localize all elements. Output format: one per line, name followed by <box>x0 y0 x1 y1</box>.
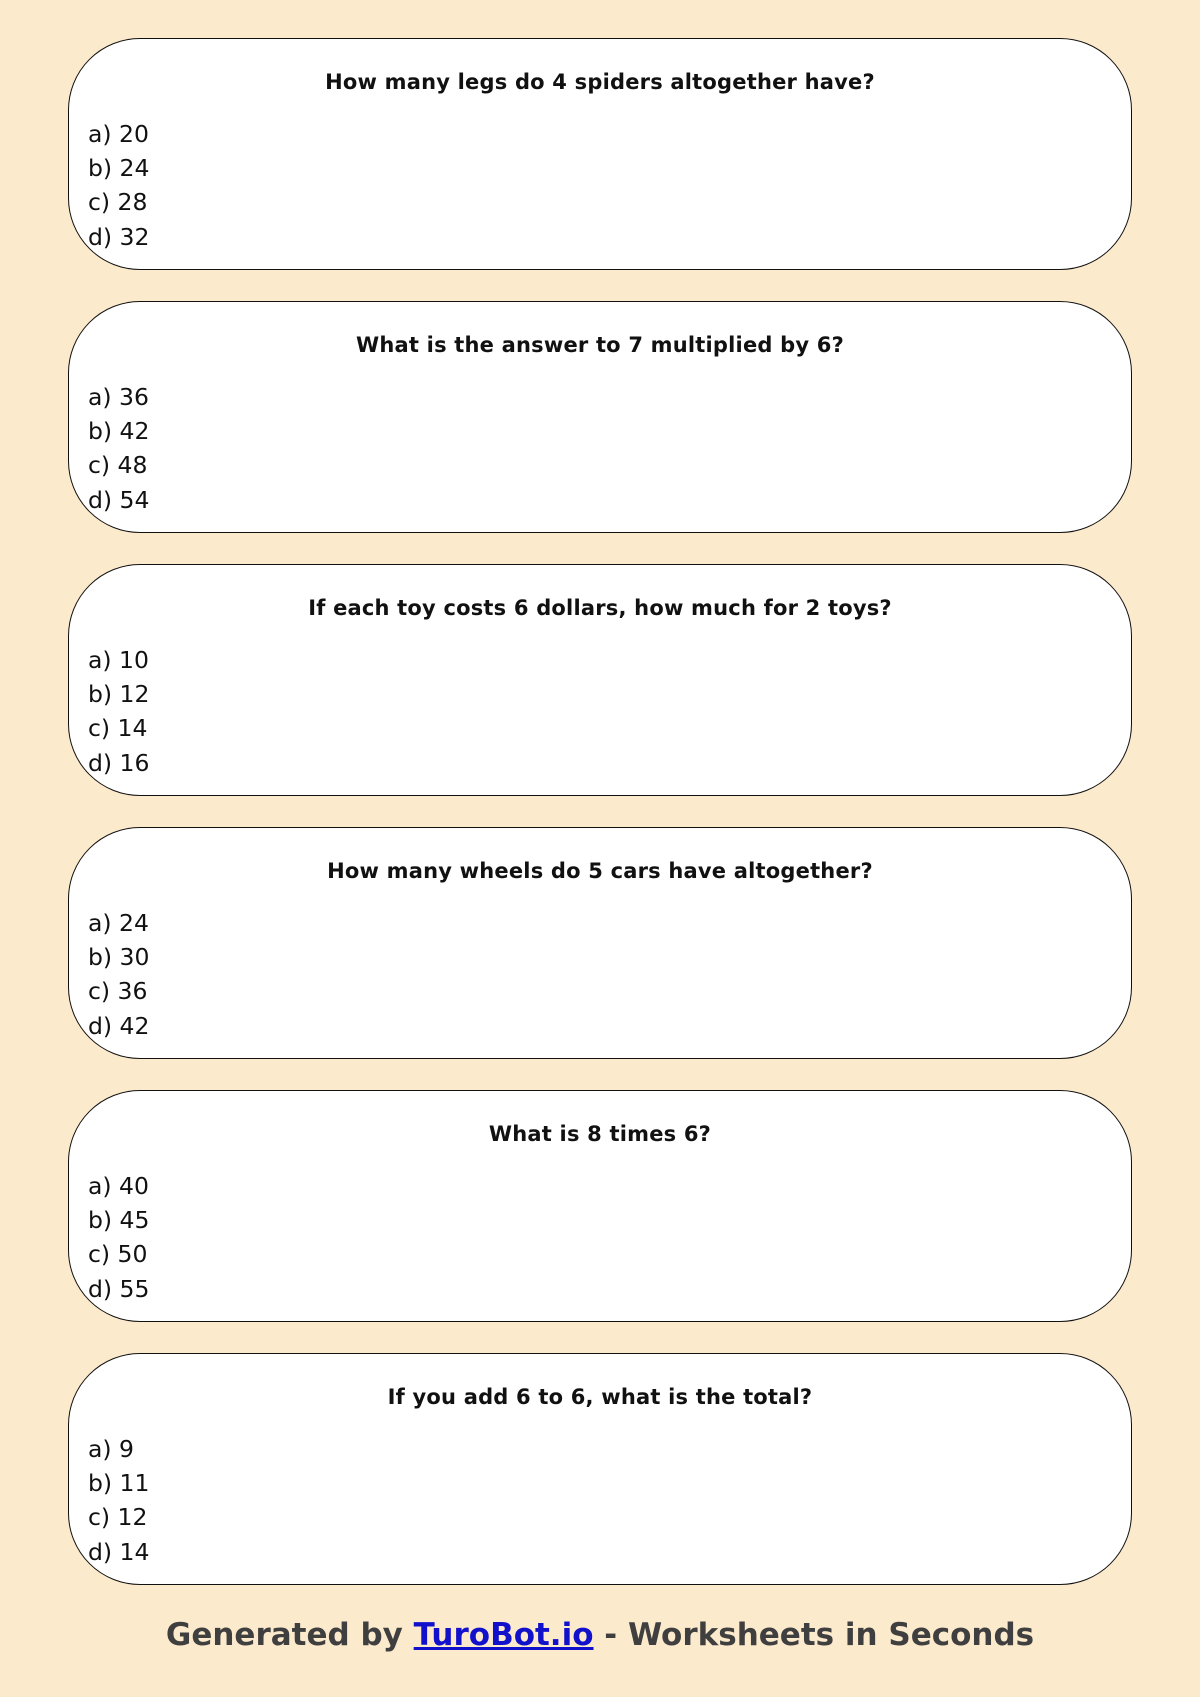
answer-option-d: d) 54 <box>88 485 150 514</box>
footer-suffix: - Worksheets in Seconds <box>593 1617 1035 1653</box>
turobot-link[interactable]: TuroBot.io <box>413 1617 594 1653</box>
answer-option-b: b) 11 <box>88 1469 150 1498</box>
answer-options <box>88 643 149 780</box>
question-card <box>68 301 1132 533</box>
answer-option-c: c) 50 <box>88 1240 148 1269</box>
question-card <box>68 38 1132 270</box>
answer-options <box>88 1432 149 1569</box>
answer-option-a: a) 9 <box>88 1435 134 1463</box>
answer-option-c: c) 36 <box>88 977 148 1006</box>
answer-options <box>88 380 149 517</box>
answer-option-c: c) 14 <box>88 714 148 743</box>
answer-option-a: a) 20 <box>88 120 149 148</box>
answer-option-a: a) 10 <box>88 646 149 674</box>
answer-option-d: d) 14 <box>88 1537 150 1566</box>
answer-option-b: b) 12 <box>88 680 150 709</box>
question-card <box>68 1090 1132 1322</box>
footer-credit <box>0 1617 1200 1653</box>
question-text: If each toy costs 6 dollars, how much for 2 toys? <box>308 596 892 620</box>
question-card <box>68 827 1132 1059</box>
answer-option-b: b) 24 <box>88 154 150 183</box>
answer-option-d: d) 32 <box>88 222 150 251</box>
answer-option-d: d) 55 <box>88 1274 150 1303</box>
question-text: How many wheels do 5 cars have altogether? <box>327 859 873 883</box>
answer-option-b: b) 42 <box>88 417 150 446</box>
answer-option-d: d) 42 <box>88 1011 150 1040</box>
answer-option-a: a) 40 <box>88 1172 149 1200</box>
answer-option-c: c) 12 <box>88 1503 148 1532</box>
question-card <box>68 564 1132 796</box>
question-text: If you add 6 to 6, what is the total? <box>387 1385 813 1409</box>
answer-option-c: c) 48 <box>88 451 148 480</box>
question-card <box>68 1353 1132 1585</box>
answer-option-b: b) 45 <box>88 1206 150 1235</box>
answer-options <box>88 1169 149 1306</box>
footer-prefix: Generated by <box>165 1617 414 1653</box>
question-list <box>68 38 1132 1616</box>
answer-option-a: a) 36 <box>88 383 149 411</box>
question-text: What is the answer to 7 multiplied by 6? <box>356 333 844 357</box>
answer-option-c: c) 28 <box>88 188 148 217</box>
question-text: What is 8 times 6? <box>488 1122 712 1146</box>
answer-option-b: b) 30 <box>88 943 150 972</box>
answer-options <box>88 117 149 254</box>
answer-option-d: d) 16 <box>88 748 150 777</box>
answer-option-a: a) 24 <box>88 909 149 937</box>
answer-options <box>88 906 149 1043</box>
question-text: How many legs do 4 spiders altogether have? <box>325 70 875 94</box>
